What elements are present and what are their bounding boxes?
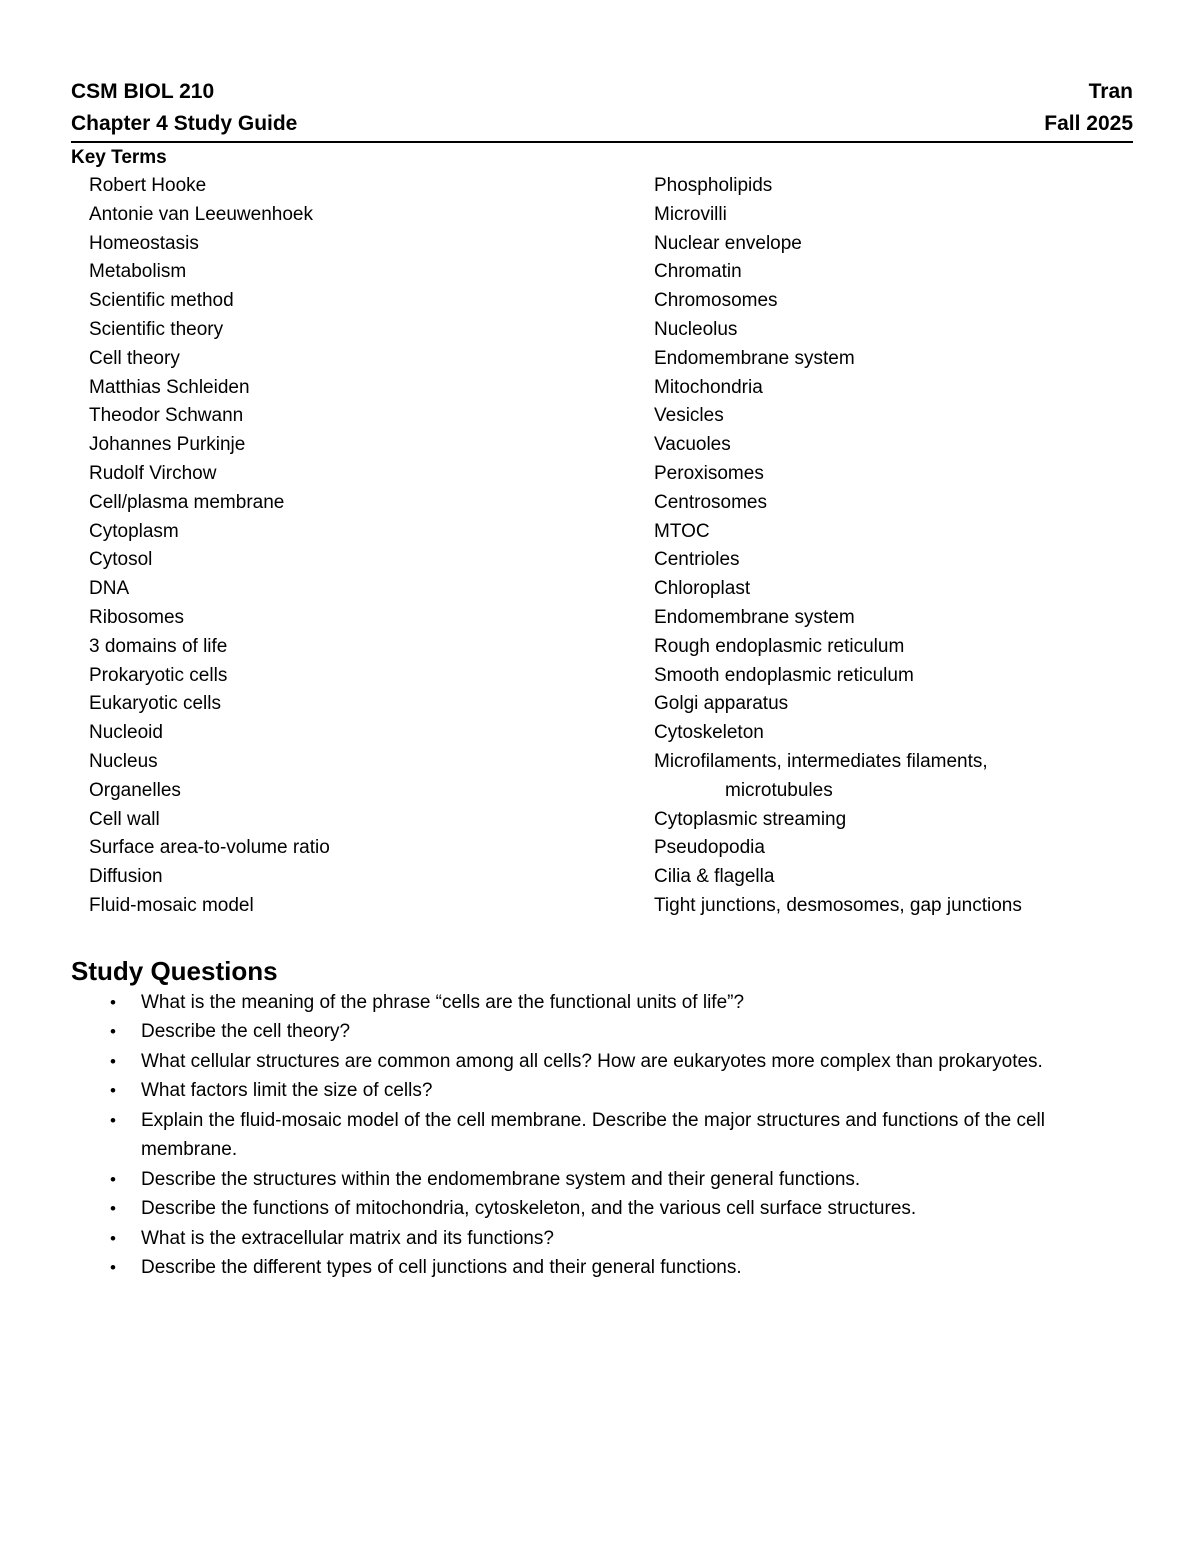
key-term: Microfilaments, intermediates filaments,: [654, 750, 988, 772]
key-term: Fluid-mosaic model: [89, 894, 254, 916]
key-term: Mitochondria: [654, 376, 763, 398]
study-question: [71, 1047, 1133, 1077]
header-row-1: [71, 76, 1133, 108]
key-term: Microvilli: [654, 203, 727, 225]
study-guide-page: [71, 76, 1133, 1283]
header-row-2: [71, 108, 1133, 140]
key-term: Chromosomes: [654, 290, 778, 312]
key-term: Vacuoles: [654, 434, 731, 456]
course-code: CSM BIOL 210: [71, 80, 215, 103]
key-terms-heading: Key Terms: [71, 147, 167, 168]
key-term: Matthias Schleiden: [89, 376, 250, 398]
study-question: [71, 1165, 1133, 1195]
study-question-text: Describe the different types of cell junctions and their general functions.: [141, 1257, 742, 1279]
key-term: Vesicles: [654, 405, 724, 427]
study-question: [71, 1076, 1133, 1106]
key-term: Johannes Purkinje: [89, 434, 246, 456]
study-question: [71, 988, 1133, 1018]
key-term: Golgi apparatus: [654, 693, 789, 715]
key-term: Cell/plasma membrane: [89, 491, 285, 513]
bullet-icon: •: [110, 1258, 116, 1278]
study-question-text: What cellular structures are common among all cells? How are eukaryotes more complex than prokaryotes.: [141, 1050, 1043, 1072]
bullet-icon: •: [110, 1199, 116, 1219]
key-term-continuation: microtubules: [725, 779, 833, 801]
key-term: Cell wall: [89, 808, 160, 830]
study-question: [71, 1106, 1133, 1165]
key-term: Scientific method: [89, 290, 234, 312]
key-terms-right-column: [654, 172, 1114, 921]
key-term: Diffusion: [89, 866, 163, 888]
key-term: Nucleolus: [654, 318, 738, 340]
key-term: Ribosomes: [89, 606, 185, 628]
key-term: DNA: [89, 578, 130, 600]
key-term: Chloroplast: [654, 578, 751, 600]
bullet-icon: •: [110, 1022, 116, 1042]
key-term: Phospholipids: [654, 175, 773, 196]
bullet-icon: •: [110, 1110, 116, 1130]
term: Fall 2025: [1044, 112, 1133, 135]
key-term: Homeostasis: [89, 232, 199, 254]
key-term: Cell theory: [89, 347, 180, 369]
key-term: Rough endoplasmic reticulum: [654, 635, 905, 657]
key-term: Robert Hooke: [89, 175, 207, 196]
key-term: Endomembrane system: [654, 347, 855, 369]
key-term: Theodor Schwann: [89, 405, 244, 427]
key-term: Peroxisomes: [654, 462, 764, 484]
key-term: MTOC: [654, 520, 710, 542]
key-term: Metabolism: [89, 261, 187, 283]
instructor-name: Tran: [1088, 80, 1133, 103]
key-terms-left-column: [71, 172, 654, 921]
study-question-text: What is the extracellular matrix and its functions?: [141, 1227, 554, 1249]
bullet-icon: •: [110, 992, 116, 1012]
study-questions-heading: Study Questions: [71, 955, 278, 986]
key-term: Nuclear envelope: [654, 232, 802, 254]
study-question-text: Describe the structures within the endomembrane system and their general functions.: [141, 1168, 861, 1190]
key-term: 3 domains of life: [89, 635, 228, 657]
study-question: [71, 1017, 1133, 1047]
key-term: Eukaryotic cells: [89, 693, 221, 715]
header-divider: [71, 141, 1133, 143]
study-question-text: Explain the fluid-mosaic model of the cell membrane. Describe the major structures and functions of the cell membrane.: [141, 1109, 1045, 1161]
study-question-text: What factors limit the size of cells?: [141, 1080, 433, 1102]
key-term: Rudolf Virchow: [89, 462, 217, 484]
key-term: Tight junctions, desmosomes, gap junctions: [654, 894, 1022, 916]
key-term: Pseudopodia: [654, 837, 765, 859]
key-term: Smooth endoplasmic reticulum: [654, 664, 914, 686]
key-term: Nucleoid: [89, 722, 163, 744]
key-term: Centrosomes: [654, 491, 767, 513]
study-question: [71, 1224, 1133, 1254]
key-term: Endomembrane system: [654, 606, 855, 628]
key-term: Cytoplasmic streaming: [654, 808, 847, 830]
key-term: Scientific theory: [89, 318, 224, 340]
key-term: Nucleus: [89, 750, 158, 772]
study-question: [71, 1194, 1133, 1224]
key-terms-columns: [71, 172, 1133, 921]
key-term: Prokaryotic cells: [89, 664, 228, 686]
key-term: Cilia & flagella: [654, 866, 775, 888]
key-term: Surface area-to-volume ratio: [89, 837, 330, 859]
key-term: Antonie van Leeuwenhoek: [89, 203, 313, 225]
key-term: Organelles: [89, 779, 181, 801]
key-term: Centrioles: [654, 549, 740, 571]
key-term: Cytoplasm: [89, 520, 179, 542]
key-term: Cytoskeleton: [654, 722, 764, 744]
study-question: [71, 1253, 1133, 1283]
study-question-text: What is the meaning of the phrase “cells are the functional units of life”?: [141, 991, 745, 1013]
key-term: Chromatin: [654, 261, 742, 283]
bullet-icon: •: [110, 1081, 116, 1101]
bullet-icon: •: [110, 1228, 116, 1248]
document-title: Chapter 4 Study Guide: [71, 112, 298, 135]
key-term: Cytosol: [89, 549, 153, 571]
study-question-text: Describe the functions of mitochondria, cytoskeleton, and the various cell surface structures.: [141, 1198, 917, 1220]
study-question-text: Describe the cell theory?: [141, 1021, 351, 1043]
study-questions-list: [71, 988, 1133, 1283]
bullet-icon: •: [110, 1051, 116, 1071]
bullet-icon: •: [110, 1169, 116, 1189]
